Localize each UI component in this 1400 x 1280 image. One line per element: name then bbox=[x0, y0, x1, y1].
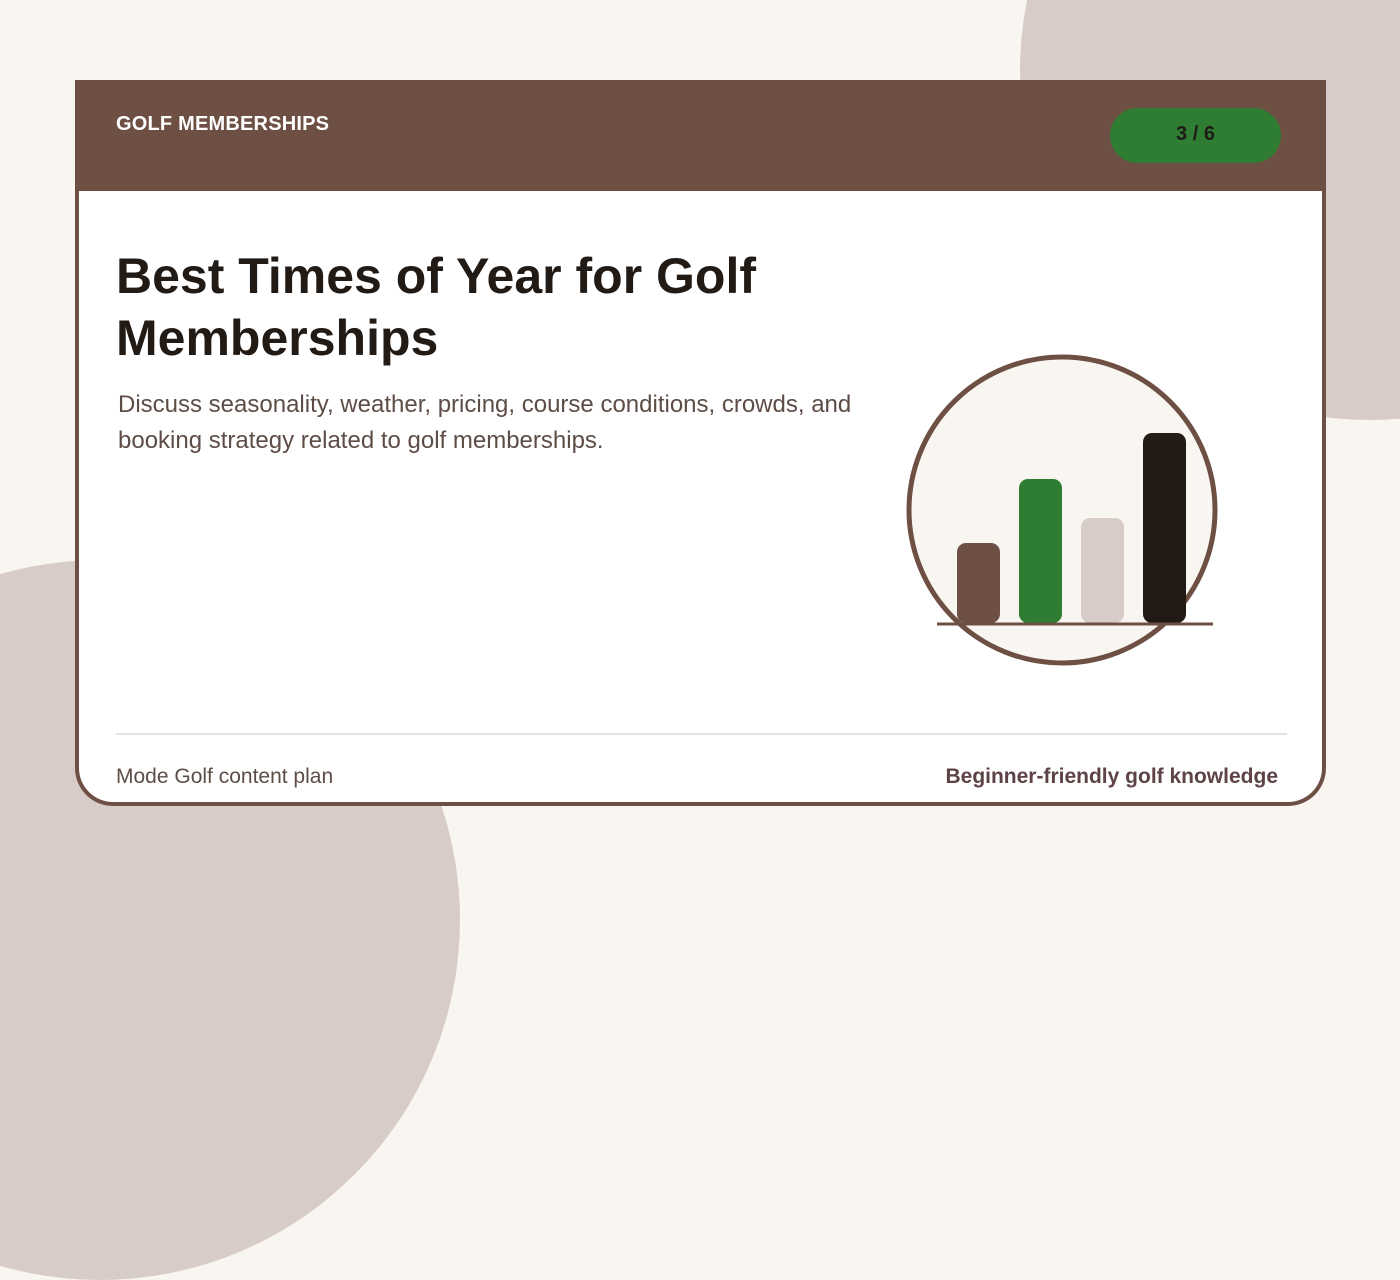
footer-divider bbox=[116, 733, 1287, 735]
footer-tagline: Beginner-friendly golf knowledge bbox=[945, 765, 1278, 788]
page-subtitle: Discuss seasonality, weather, pricing, course conditions, crowds, and booking strategy related to golf memberships. bbox=[118, 391, 852, 454]
illustration-bar bbox=[1143, 433, 1186, 623]
illustration-bar bbox=[1081, 518, 1124, 623]
page-title: Best Times of Year for Golf Memberships bbox=[116, 248, 757, 366]
bar-chart-icon bbox=[905, 353, 1219, 667]
illustration-bar bbox=[957, 543, 1000, 623]
illustration-bar bbox=[1019, 479, 1062, 623]
page-indicator-badge: 3 / 6 bbox=[1110, 108, 1281, 163]
card-header bbox=[79, 80, 1322, 191]
section-eyebrow: GOLF MEMBERSHIPS bbox=[116, 113, 330, 135]
footer-brand-text: Mode Golf content plan bbox=[116, 765, 334, 788]
slide-card bbox=[75, 80, 1326, 806]
